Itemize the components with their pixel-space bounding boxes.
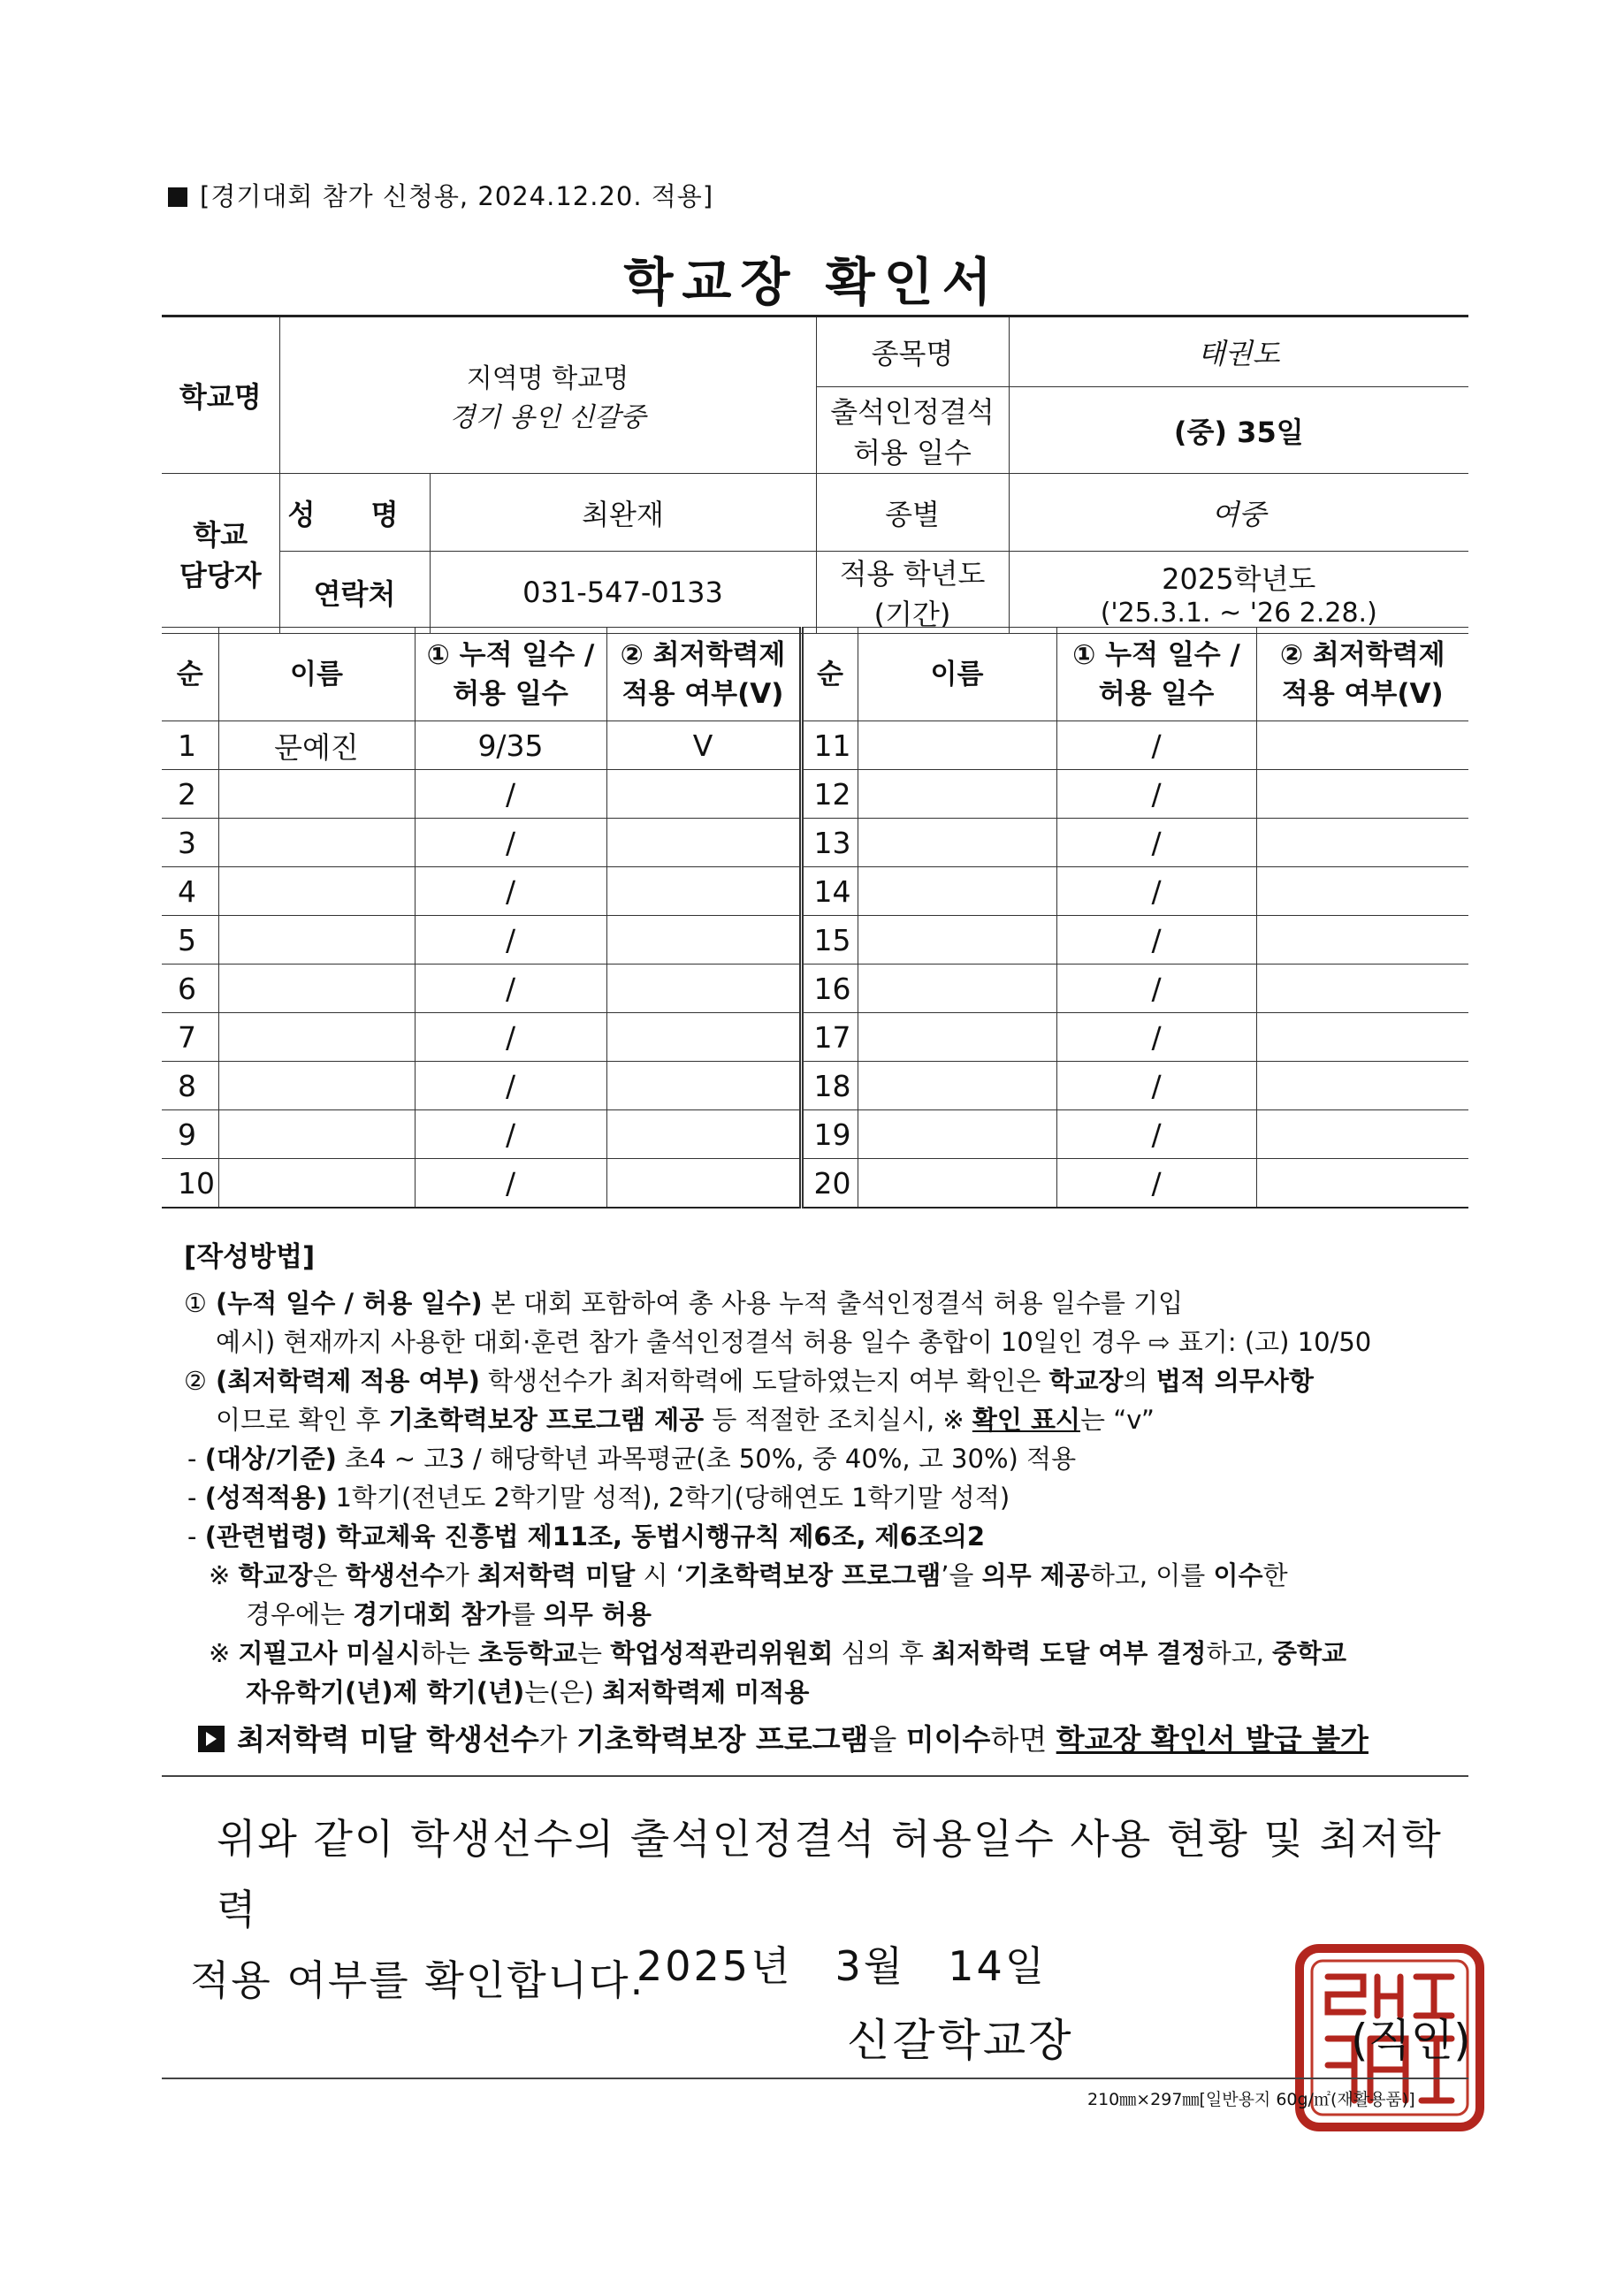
final-g: 학교장 확인서 발급 불가 (1056, 1722, 1369, 1757)
minimum-academic-check (1256, 1062, 1468, 1110)
cumulative-days: / (1056, 721, 1256, 770)
col-no-header: 순 (162, 628, 218, 721)
event-label: 종목명 (816, 316, 1009, 387)
row-number: 20 (801, 1159, 858, 1208)
cumulative-days: / (415, 1159, 606, 1208)
instruction-2 (168, 1361, 1476, 1400)
row-number: 1 (162, 721, 218, 770)
instruction-2-duty: 법적 의무사항 (1155, 1366, 1314, 1396)
header-note-text: [경기대회 참가 신청용, 2024.12.20. 적용] (200, 181, 714, 211)
col-days-header-right (1056, 628, 1256, 721)
note-2-c: 초등학교 (477, 1638, 578, 1668)
minimum-academic-check (606, 1110, 801, 1159)
confirmation-line2: 적용 여부를 확인합니다. (190, 1956, 645, 2004)
cumulative-days: / (1056, 916, 1256, 965)
note-1-i: 의무 제공 (981, 1560, 1090, 1590)
min-header-line2: 적용 여부(V) (621, 677, 784, 710)
student-name (858, 867, 1056, 916)
year-value-main: 2025학년도 (1162, 561, 1316, 596)
school-name-value: 경기 용인 신갈중 (449, 402, 646, 433)
table-row (162, 1110, 1468, 1159)
row-number: 3 (162, 819, 218, 867)
min-header-right-line2: 적용 여부(V) (1281, 677, 1444, 710)
gender-value: 여중 (1009, 474, 1468, 552)
cumulative-days: / (415, 770, 606, 819)
cumulative-days: / (415, 1013, 606, 1062)
col-no-header-right: 순 (801, 628, 858, 721)
student-name (218, 770, 415, 819)
year-label (816, 552, 1009, 634)
row-number: 17 (801, 1013, 858, 1062)
section-divider (162, 1775, 1468, 1777)
circle-1-icon: ① (184, 1288, 207, 1318)
school-name-cell (279, 316, 816, 474)
row-number: 2 (162, 770, 218, 819)
row-number: 14 (801, 867, 858, 916)
row-number: 6 (162, 965, 218, 1013)
student-name (218, 819, 415, 867)
minimum-academic-check (606, 1013, 801, 1062)
row-number: 5 (162, 916, 218, 965)
contact-value: 031-547-0133 (430, 552, 816, 634)
col-min-header (606, 628, 801, 721)
bottom-divider (162, 2078, 1468, 2079)
manager-label-line2: 담당자 (179, 559, 262, 592)
cumulative-days: / (1056, 1159, 1256, 1208)
table-row (162, 721, 1468, 770)
row-number: 8 (162, 1062, 218, 1110)
minimum-academic-check (606, 867, 801, 916)
row-number: 11 (801, 721, 858, 770)
student-name (218, 1159, 415, 1208)
row-number: 18 (801, 1062, 858, 1110)
note-1-c: 학생선수 (345, 1560, 445, 1590)
student-roster-table (162, 627, 1468, 1208)
cumulative-days: / (1056, 819, 1256, 867)
minimum-academic-check (606, 1062, 801, 1110)
note-2-h: 하고, (1206, 1638, 1273, 1668)
allowed-days-value: (중) 35일 (1009, 387, 1468, 474)
principal-title: 신갈학교장 (847, 2015, 1074, 2066)
row-number: 12 (801, 770, 858, 819)
row-number: 4 (162, 867, 218, 916)
event-value: 태권도 (1009, 316, 1468, 387)
note-2: ※ 지필고사 미실시하는 초등학교는 학업성적관리위원회 심의 후 최저학력 도달 여부 결정하고, 중학교 (209, 1638, 1347, 1668)
table-row (162, 819, 1468, 867)
instructions-section (168, 1238, 1476, 1759)
instruction-1-example: 예시) 현재까지 사용한 대회·훈련 참가 출석인정결석 허용 일수 총합이 10일인 경우 ⇨ 표기: (고) 10/50 (216, 1327, 1372, 1357)
table-row (162, 965, 1468, 1013)
year-value (1009, 552, 1468, 634)
allowed-days-label (816, 387, 1009, 474)
col-min-header-right (1256, 628, 1468, 721)
note-1-line2-a: 경우에는 (246, 1599, 354, 1629)
instruction-2-particle: 의 (1123, 1366, 1156, 1396)
row-number: 13 (801, 819, 858, 867)
student-name (858, 1062, 1056, 1110)
row-number: 10 (162, 1159, 218, 1208)
school-info-table (162, 315, 1468, 634)
detail-target-bold: (대상/기준) (204, 1444, 337, 1474)
note-2-line2-b: 는(은) (524, 1677, 603, 1707)
note-2-f: 심의 후 (833, 1638, 933, 1668)
student-name (858, 819, 1056, 867)
row-number: 9 (162, 1110, 218, 1159)
days-header-line1: ① 누적 일수 / (426, 638, 595, 671)
header-note (168, 177, 713, 213)
cumulative-days: / (415, 819, 606, 867)
student-name (858, 1013, 1056, 1062)
note-1-k: 이수 (1213, 1560, 1263, 1590)
manager-label (162, 474, 279, 634)
contact-label: 연락처 (279, 552, 430, 634)
detail-grades: - (성적적용) 1학기(전년도 2학기말 성적), 2학기(당해연도 1학기말 성적) (187, 1483, 1010, 1513)
cumulative-days: / (415, 1110, 606, 1159)
student-name (858, 1110, 1056, 1159)
gender-label: 종별 (816, 474, 1009, 552)
student-name (218, 1013, 415, 1062)
cumulative-days: / (415, 867, 606, 916)
row-number: 15 (801, 916, 858, 965)
student-name: 문예진 (218, 721, 415, 770)
note-2-a: 지필고사 미실시 (238, 1638, 421, 1668)
minimum-academic-check (1256, 1110, 1468, 1159)
minimum-academic-check (1256, 965, 1468, 1013)
cumulative-days: / (1056, 867, 1256, 916)
cumulative-days: / (1056, 1110, 1256, 1159)
detail-target-text: 초4 ~ 고3 / 해당학년 과목평균(초 50%, 중 40%, 고 30%) 적용 (336, 1444, 1077, 1474)
instructions-title: [작성방법] (184, 1241, 316, 1273)
note-1-h: ’을 (941, 1560, 982, 1590)
table-row (162, 1062, 1468, 1110)
final-b: 가 (538, 1722, 577, 1757)
allowed-label-line1: 출석인정결석 (830, 394, 995, 429)
paper-spec: 210㎜×297㎜[일반용지 60g/㎡(재활용품)] (1087, 2090, 1415, 2109)
year-label-line2: (기간) (873, 598, 951, 631)
final-f: 하면 (990, 1722, 1056, 1757)
date-day: 14일 (948, 1942, 1048, 1990)
note-1-j: 하고, 이를 (1089, 1560, 1214, 1590)
note-1-g: 기초학력보장 프로그램 (683, 1560, 942, 1590)
minimum-academic-check (1256, 770, 1468, 819)
detail-law-text: (관련법령) 학교체육 진흥법 제11조, 동법시행규칙 제6조, 제6조의2 (204, 1521, 986, 1552)
row-number: 16 (801, 965, 858, 1013)
instruction-2-text: 학생선수가 최저학력에 도달하였는지 여부 확인은 (479, 1366, 1049, 1396)
detail-grades-text: 1학기(전년도 2학기말 성적), 2학기(당해연도 1학기말 성적) (327, 1483, 1010, 1513)
table-row (162, 770, 1468, 819)
manager-label-line1: 학교 (193, 518, 248, 552)
note-2-line2-a: 자유학기(년)제 학기(년) (246, 1677, 525, 1707)
instruction-2-line2-d: 확인 표시 (972, 1405, 1081, 1435)
note-1-e: 최저학력 미달 (477, 1560, 636, 1590)
instruction-2-line2 (168, 1400, 1476, 1439)
cumulative-days: / (415, 965, 606, 1013)
final-a: 최저학력 미달 학생선수 (237, 1722, 539, 1757)
date-year: 2025년 (637, 1942, 793, 1990)
note-2-d: 는 (577, 1638, 611, 1668)
col-days-header (415, 628, 606, 721)
circle-2-icon: ② (184, 1366, 207, 1396)
row-number: 7 (162, 1013, 218, 1062)
note-1-line2-c: 를 (510, 1599, 544, 1629)
square-bullet-icon (168, 187, 187, 207)
student-name (858, 916, 1056, 965)
cumulative-days: / (1056, 1013, 1256, 1062)
student-name (218, 1062, 415, 1110)
note-1-line2 (168, 1595, 1476, 1634)
issue-date (637, 1934, 1089, 1993)
student-name (218, 916, 415, 965)
minimum-academic-check (606, 916, 801, 965)
minimum-academic-check (1256, 819, 1468, 867)
final-e: 미이수 (905, 1722, 991, 1757)
seal-mark: (직인) (1351, 2015, 1471, 2066)
cumulative-days: / (415, 916, 606, 965)
allowed-label-line2: 허용 일수 (853, 435, 972, 469)
instruction-1 (168, 1284, 1476, 1323)
col-name-header-right: 이름 (858, 628, 1056, 721)
note-2-i: 중학교 (1272, 1638, 1347, 1668)
detail-target: - (대상/기준) 초4 ~ 고3 / 해당학년 과목평균(초 50%, 중 40%, 고 30%) 적용 (187, 1444, 1077, 1474)
note-1-a: 학교장 (238, 1560, 313, 1590)
school-sub-label: 지역명 학교명 (466, 363, 629, 394)
note-1-d: 가 (444, 1560, 478, 1590)
days-header-line2: 허용 일수 (453, 677, 568, 710)
detail-grades-bold: (성적적용) (204, 1483, 328, 1513)
student-name (218, 1110, 415, 1159)
instruction-2-line2-e: 는 “v” (1080, 1405, 1155, 1435)
col-name-header: 이름 (218, 628, 415, 721)
minimum-academic-check (1256, 721, 1468, 770)
instruction-1-bold: (누적 일수 / 허용 일수) (216, 1288, 483, 1318)
minimum-academic-check (1256, 1013, 1468, 1062)
note-2-line2 (168, 1673, 1476, 1712)
minimum-academic-check (606, 965, 801, 1013)
note-1-line2-d: 의무 허용 (543, 1599, 652, 1629)
student-name (218, 965, 415, 1013)
table-row (162, 867, 1468, 916)
note-2-g: 최저학력 도달 여부 결정 (932, 1638, 1207, 1668)
year-period: ('25.3.1. ~ '26 2.28.) (1100, 597, 1377, 629)
student-name (858, 965, 1056, 1013)
minimum-academic-check (606, 770, 801, 819)
minimum-academic-check (1256, 916, 1468, 965)
minimum-academic-check (1256, 867, 1468, 916)
student-name (218, 867, 415, 916)
note-1-f: 시 ‘ (635, 1560, 684, 1590)
row-number: 19 (801, 1110, 858, 1159)
student-name (858, 770, 1056, 819)
instruction-2-line2-c: 등 적절한 조치실시, ※ (704, 1405, 972, 1435)
minimum-academic-check (606, 1159, 801, 1208)
school-label: 학교명 (162, 316, 279, 474)
cumulative-days: / (1056, 1062, 1256, 1110)
document-title: 학교장 확인서 (623, 252, 1001, 312)
student-name (858, 1159, 1056, 1208)
name-label: 성 명 (279, 474, 430, 552)
min-header-right-line1: ② 최저학력제 (1279, 638, 1445, 671)
instruction-1-text: 본 대회 포함하여 총 사용 누적 출석인정결석 허용 일수를 기입 (482, 1288, 1184, 1318)
note-2-line2-c: 최저학력제 미적용 (602, 1677, 810, 1707)
instruction-2-line2-a: 이므로 확인 후 (216, 1405, 389, 1435)
table-row (162, 1013, 1468, 1062)
minimum-academic-check: V (606, 721, 801, 770)
date-month: 3월 (835, 1942, 906, 1990)
final-c: 기초학력보장 프로그램 (576, 1722, 869, 1757)
cumulative-days: 9/35 (415, 721, 606, 770)
final-warning (168, 1720, 1476, 1759)
detail-law: - (관련법령) 학교체육 진흥법 제11조, 동법시행규칙 제6조, 제6조의2 (187, 1521, 986, 1552)
arrow-box-icon (198, 1726, 225, 1752)
table-row (162, 916, 1468, 965)
minimum-academic-check (606, 819, 801, 867)
note-1-l: 한 (1262, 1560, 1288, 1590)
instruction-2-line2-b: 기초학력보장 프로그램 제공 (388, 1405, 705, 1435)
minimum-academic-check (1256, 1159, 1468, 1208)
final-d: 을 (868, 1722, 906, 1757)
table-row (162, 1159, 1468, 1208)
note-1-b: 은 (312, 1560, 346, 1590)
manager-name-value: 최완재 (430, 474, 816, 552)
instruction-2-principal: 학교장 (1048, 1366, 1124, 1396)
student-name (858, 721, 1056, 770)
confirmation-line1: 위와 같이 학생선수의 출석인정결석 허용일수 사용 현황 및 최저학력 (217, 1815, 1443, 1933)
min-header-line1: ② 최저학력제 (620, 638, 786, 671)
cumulative-days: / (1056, 770, 1256, 819)
instruction-2-bold: (최저학력제 적용 여부) (216, 1366, 480, 1396)
cumulative-days: / (415, 1062, 606, 1110)
year-label-line1: 적용 학년도 (839, 557, 986, 591)
cumulative-days: / (1056, 965, 1256, 1013)
days-header-right-line1: ① 누적 일수 / (1072, 638, 1240, 671)
days-header-right-line2: 허용 일수 (1098, 677, 1215, 710)
note-1-line2-b: 경기대회 참가 (353, 1599, 511, 1629)
note-2-b: 하는 (420, 1638, 478, 1668)
note-2-e: 학업성적관리위원회 (610, 1638, 834, 1668)
note-1: ※ 학교장은 학생선수가 최저학력 미달 시 ‘기초학력보장 프로그램’을 의무 제공하고, 이를 이수한 (209, 1560, 1288, 1590)
